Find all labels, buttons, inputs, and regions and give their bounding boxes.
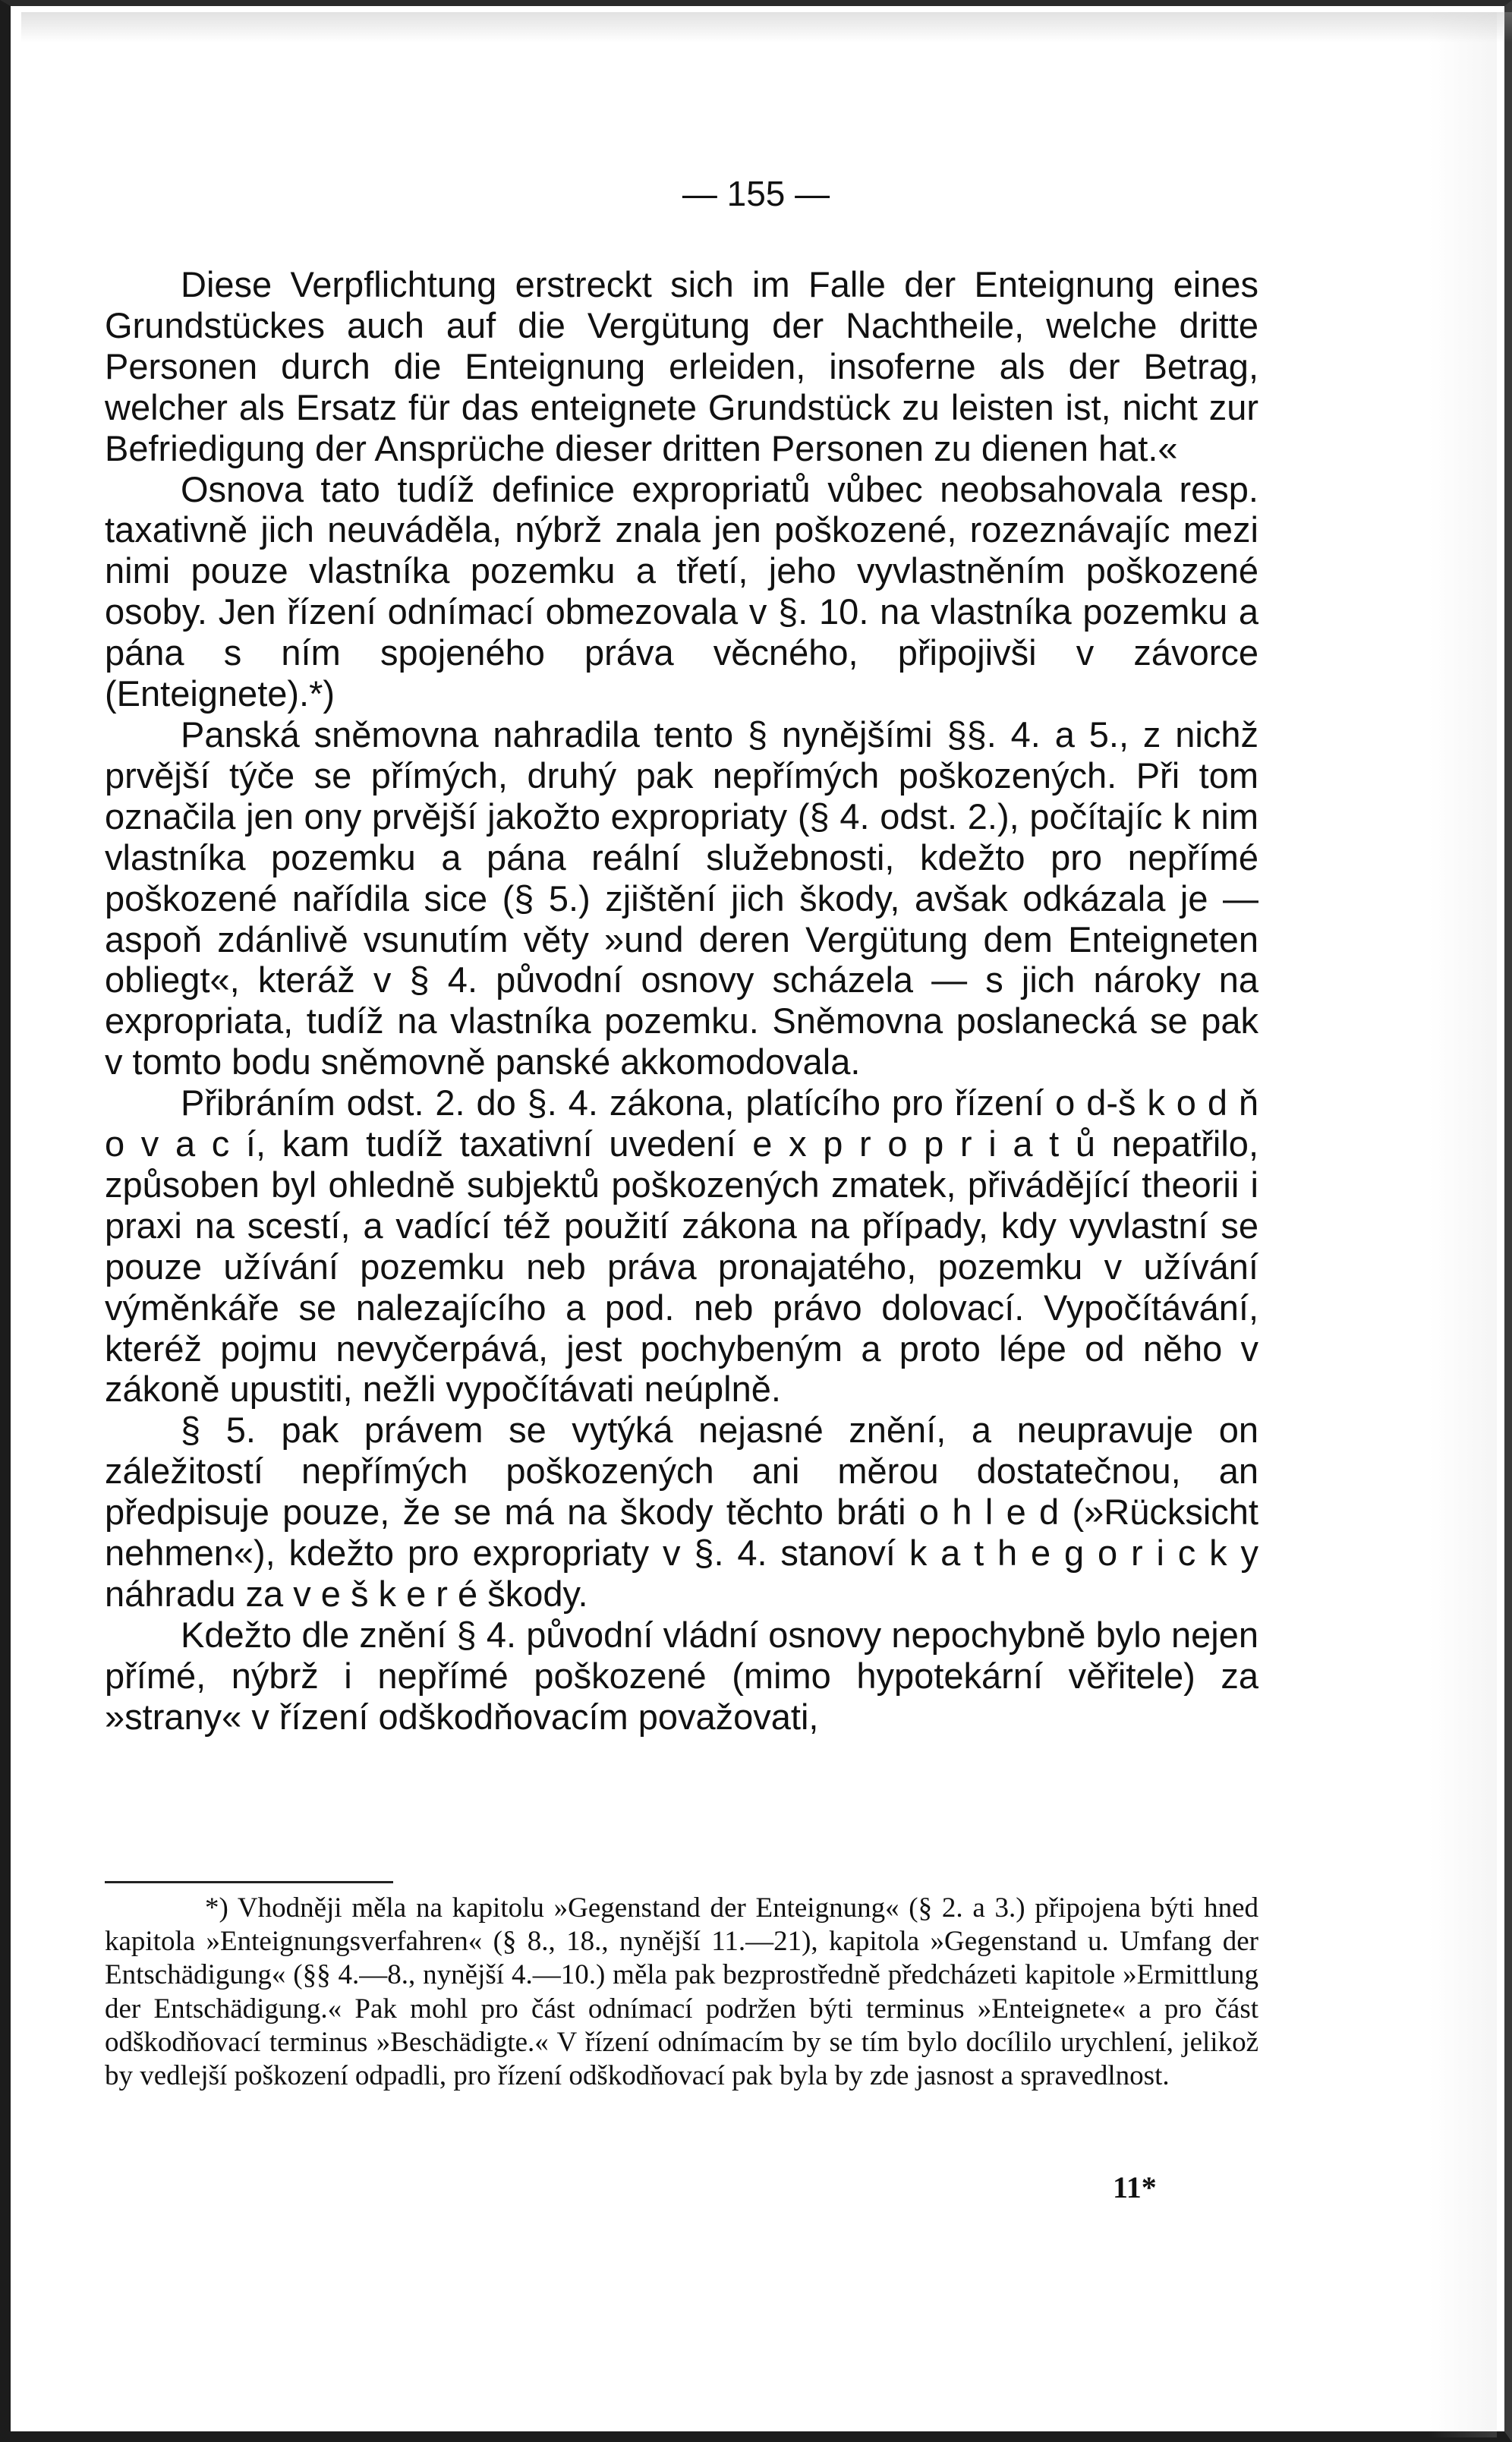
signature-mark: 11* — [1113, 2170, 1157, 2204]
scan-shadow-right — [1429, 12, 1497, 2437]
paragraph-kdezto: Kdežto dle znění § 4. původní vládní osnovy nepochybně bylo nejen přímé, nýbrž i nepřímé poškozené (mimo hypotekární věřitele) za »strany« v řízení odškodňovacím považovati, — [105, 1614, 1258, 1737]
footnote-text: *) Vhodněji měla na kapitolu »Gegenstand der Enteignung« (§ 2. a 3.) připojena býti hned kapitola »Enteignungsverfahren« (§ 8., 18., nynější 11.—21), kapitola »Gegenstand u. Umfang der Entschädigung« (§§ 4.—8., nynější 4.—10.) měla pak bezprostředně předcházeti kapitole »Ermittlung der Entschädigung.« Pak mohl pro část odnímací podržen býti terminus »Enteignete« a pro část odškodňovací terminus »Beschädigte.« V řízení odnímacím by se tím bylo docílilo urychlení, jelikož by vedlejší poškození odpadli, pro řízení odškodňovací pak byla by zde jasnost a spravedlnost. — [105, 1892, 1258, 2092]
paragraph-quote: Diese Verpflichtung erstreckt sich im Falle der Enteignung eines Grundstückes auch auf die Vergütung der Nachtheile, welche dritte Personen durch die Enteignung erleiden, insoferne als der Betrag, welcher als Ersatz für das enteignete Grundstück zu leisten ist, nicht zur Befriedigung der Ansprüche dieser dritten Personen zu dienen hat.« — [105, 264, 1258, 468]
paragraph-pribranim: Přibráním odst. 2. do §. 4. zákona, platícího pro řízení o d-š k o d ň o v a c í, kam tudíž taxativní uvedení e x p r o p r i a t ů nepatřilo, způsoben byl ohledně subjektů poškozených zmatek, přivádějící theorii i praxi na scestí, a vadící též použití zákona na případy, kdy vyvlastní se pouze užívání pozemku neb práva pronajatého, pozemku v užívání výměnkáře se nalezajícího a pod. neb právo dolovací. Vypočítávání, kteréž pojmu nevyčerpává, jest pochybeným a proto lépe od něho v zákoně upustiti, nežli vypočítávati neúplně. — [105, 1082, 1258, 1410]
page-number: — 155 — — [682, 174, 830, 213]
footnote-divider — [105, 1881, 393, 1883]
paragraph-panska-snemovna: Panská sněmovna nahradila tento § nynějšími §§. 4. a 5., z nichž prvější týče se přímých, druhý pak nepřímých poškozených. Při tom označila jen ony prvější jakožto expropriaty (§ 4. odst. 2.), počítajíc k nim vlastníka pozemku a pána reální služebnosti, kdežto pro nepřímé poškozené nařídila sice (§ 5.) zjištění jich škody, avšak odkázala je — aspoň zdánlivě vsunutím věty »und deren Vergütung dem Enteigneten obliegt«, kteráž v § 4. původní osnovy scházela — s jich nároky na expropriata, tudíž na vlastníka pozemku. Sněmovna poslanecká se pak v tomto bodu sněmovně panské akkomodovala. — [105, 714, 1258, 1082]
paragraph-osnova: Osnova tato tudíž definice expropriatů vůbec neobsahovala resp. taxativně jich neuváděla, nýbrž znala jen poškozené, rozeznávajíc mezi nimi pouze vlastníka pozemku a třetí, jeho vyvlastněním poškozené osoby. Jen řízení odnímací obmezovala v §. 10. na vlastníka pozemku a pána s ním spojeného práva věcného, připojivši v závorce (Enteignete).*) — [105, 468, 1258, 714]
paragraph-paragraph-5: § 5. pak právem se vytýká nejasné znění, a neupravuje on záležitostí nepřímých poškozených ani měrou dostatečnou, an předpisuje pouze, že se má na škody těchto bráti o h l e d (»Rücksicht nehmen«), kdežto pro expropriaty v §. 4. stanoví k a t h e g o r i c k y náhradu za v e š k e r é škody. — [105, 1410, 1258, 1614]
scan-shadow-top — [21, 12, 1512, 43]
footnote — [105, 1892, 1258, 2093]
main-text — [105, 264, 1258, 1738]
